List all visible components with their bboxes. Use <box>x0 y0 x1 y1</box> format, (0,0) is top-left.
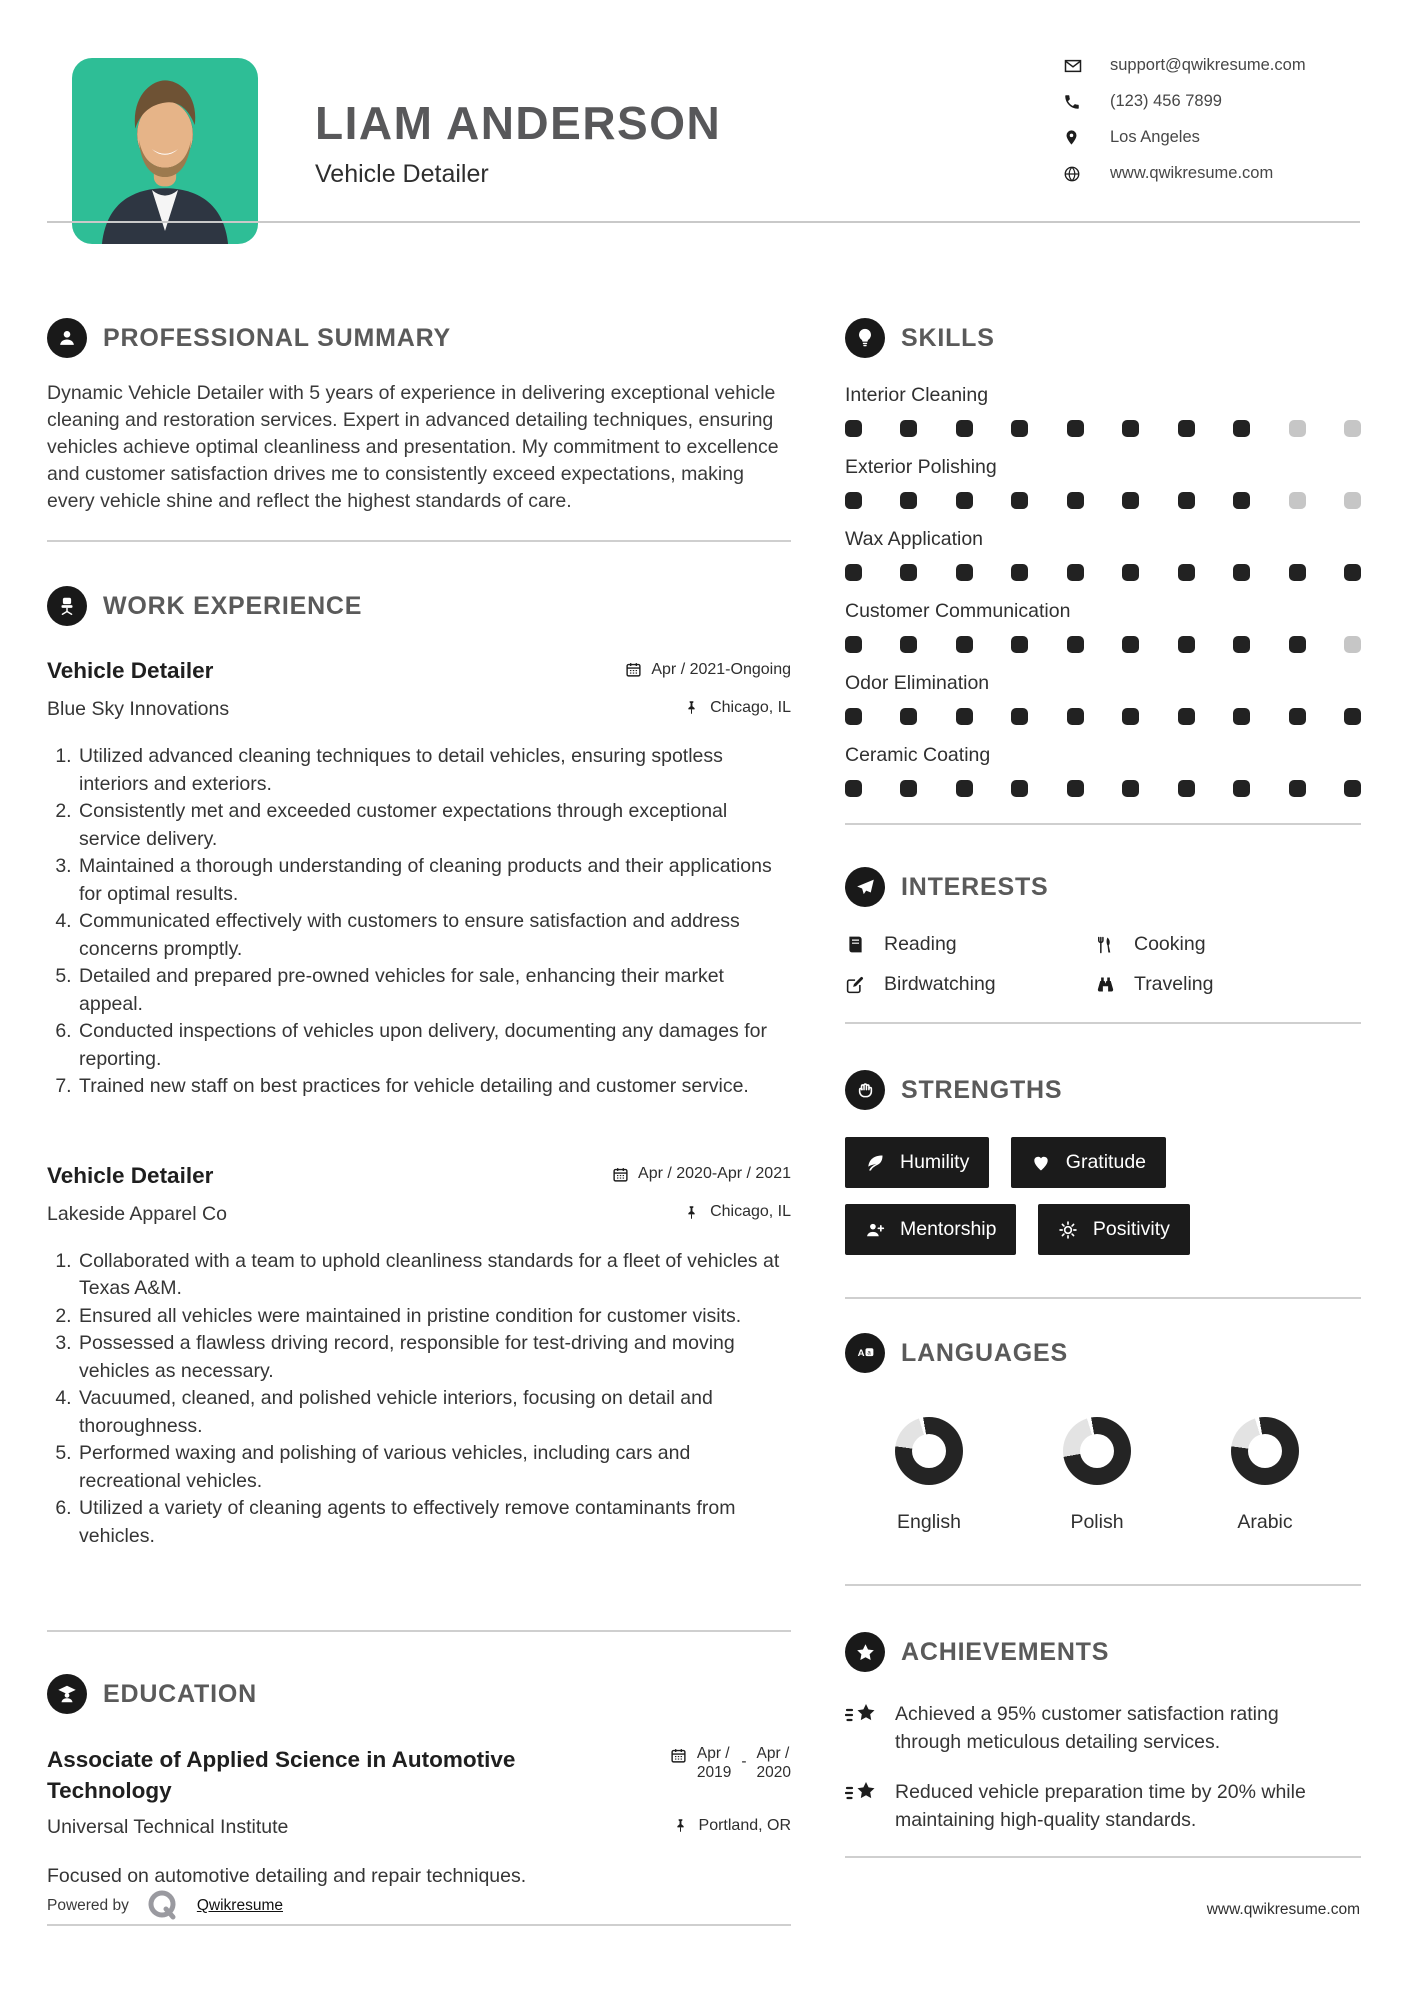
rating-dot-filled <box>900 420 917 437</box>
skills-heading: SKILLS <box>901 323 995 352</box>
job-bullet: 6. Conducted inspections of vehicles upon delivery, documenting any damages for reporting. <box>77 1018 791 1073</box>
powered-by-label: Powered by <box>47 1897 129 1914</box>
rating-dot-filled <box>845 708 862 725</box>
rating-dot-filled <box>1178 780 1195 797</box>
location-icon <box>1063 128 1083 148</box>
rating-dot-filled <box>845 780 862 797</box>
rating-dot-filled <box>1289 780 1306 797</box>
contact-location: Los Angeles <box>1110 128 1200 146</box>
job-date: Apr / 2021-Ongoing <box>651 660 791 678</box>
job-bullet: 1. Utilized advanced cleaning techniques to detail vehicles, ensuring spotless interiors and exteriors. <box>77 743 791 798</box>
rating-dot-filled <box>1178 708 1195 725</box>
rating-dot-empty <box>1289 420 1306 437</box>
language-label: Arabic <box>1237 1511 1293 1533</box>
email-icon <box>1063 56 1083 76</box>
job-bullet: 3. Possessed a flawless driving record, responsible for test-driving and moving vehicles as necessary. <box>77 1330 791 1385</box>
skill-rating-dots <box>845 492 1361 509</box>
section-divider <box>47 540 791 542</box>
rating-dot-filled <box>956 780 973 797</box>
footer-site-url: www.qwikresume.com <box>1206 1901 1360 1918</box>
skills-list <box>845 384 1361 797</box>
pen-note-icon <box>845 974 867 996</box>
person-name: LIAM ANDERSON <box>315 97 722 149</box>
skill-label: Odor Elimination <box>845 672 990 694</box>
rating-dot-filled <box>1344 564 1361 581</box>
rating-dot-filled <box>1011 564 1028 581</box>
job-entry <box>47 1163 791 1551</box>
pushpin-icon <box>673 1817 690 1834</box>
education-date: Apr / 2019 - Apr / 2020 <box>670 1744 791 1806</box>
work-heading: WORK EXPERIENCE <box>103 591 363 620</box>
rating-dot-filled <box>900 780 917 797</box>
svg-text:A: A <box>857 1347 865 1359</box>
job-bullet: 7. Trained new staff on best practices for vehicle detailing and customer service. <box>77 1073 791 1101</box>
rating-dot-filled <box>1067 564 1084 581</box>
rating-dot-filled <box>1122 564 1139 581</box>
rating-dot-filled <box>900 564 917 581</box>
interests-section-header <box>845 867 1361 907</box>
rating-dot-filled <box>1067 420 1084 437</box>
strength-tag <box>1011 1137 1166 1188</box>
job-bullet: 3. Maintained a thorough understanding of cleaning products and their applications for optimal results. <box>77 853 791 908</box>
job-bullet: 2. Ensured all vehicles were maintained in pristine condition for customer visits. <box>77 1303 791 1331</box>
rating-dot-filled <box>1233 492 1250 509</box>
language-donut-chart <box>1231 1417 1299 1485</box>
language-item <box>869 1417 989 1534</box>
rating-dot-filled <box>1011 708 1028 725</box>
leaf-icon <box>865 1152 886 1173</box>
achievement-item <box>845 1778 1361 1834</box>
interest-label: Birdwatching <box>884 973 996 995</box>
languages-list <box>845 1417 1361 1534</box>
lightbulb-icon <box>845 318 885 358</box>
languages-section-header <box>845 1333 1361 1373</box>
graduate-icon <box>47 1674 87 1714</box>
rating-dot-empty <box>1344 420 1361 437</box>
skill-label: Interior Cleaning <box>845 384 989 406</box>
interest-item <box>1095 933 1361 956</box>
rating-dot-filled <box>1122 780 1139 797</box>
skill-row <box>845 528 1361 581</box>
achievements-heading: ACHIEVEMENTS <box>901 1637 1110 1666</box>
skill-label: Ceramic Coating <box>845 744 991 766</box>
rating-dot-filled <box>1178 636 1195 653</box>
interest-label: Cooking <box>1134 933 1206 955</box>
globe-icon <box>1063 164 1083 184</box>
skill-row <box>845 672 1361 725</box>
interest-item <box>845 933 1095 956</box>
strength-tag <box>845 1204 1016 1255</box>
rating-dot-filled <box>1122 420 1139 437</box>
strength-label: Humility <box>900 1151 970 1173</box>
rating-dot-filled <box>956 492 973 509</box>
user-plus-icon <box>865 1219 886 1240</box>
calendar-icon <box>625 661 642 678</box>
sun-icon <box>1058 1219 1079 1240</box>
rating-dot-filled <box>1233 708 1250 725</box>
education-note: Focused on automotive detailing and repair techniques. <box>47 1865 527 1887</box>
rating-dot-filled <box>1344 708 1361 725</box>
rating-dot-filled <box>1011 780 1028 797</box>
language-item <box>1205 1417 1325 1534</box>
strength-label: Mentorship <box>900 1218 997 1240</box>
languages-heading: LANGUAGES <box>901 1338 1068 1367</box>
strength-label: Positivity <box>1092 1218 1170 1240</box>
job-bullet: 1. Collaborated with a team to uphold cleanliness standards for a fleet of vehicles at Texas A&M. <box>77 1248 791 1303</box>
rating-dot-filled <box>956 564 973 581</box>
strength-label: Gratitude <box>1065 1151 1147 1173</box>
rating-dot-filled <box>845 492 862 509</box>
section-divider <box>47 1630 791 1632</box>
section-divider <box>845 1022 1361 1024</box>
job-date: Apr / 2020-Apr / 2021 <box>638 1165 791 1182</box>
skill-rating-dots <box>845 564 1361 581</box>
contact-email[interactable]: support@qwikresume.com <box>1110 56 1306 74</box>
rating-dot-filled <box>1289 708 1306 725</box>
achievement-text: Reduced vehicle preparation time by 20% while maintaining high-quality standards. <box>895 1781 1306 1831</box>
binoculars-icon <box>1095 974 1117 996</box>
job-bullet-list <box>47 743 791 1101</box>
skill-rating-dots <box>845 708 1361 725</box>
interests-grid <box>845 933 1361 996</box>
language-label: Polish <box>1070 1511 1124 1533</box>
portrait-illustration <box>72 58 258 244</box>
rating-dot-filled <box>1178 564 1195 581</box>
strength-tags <box>845 1137 1361 1271</box>
rating-dot-filled <box>1344 780 1361 797</box>
rating-dot-filled <box>1122 636 1139 653</box>
strength-tag <box>845 1137 989 1188</box>
interest-item <box>1095 973 1361 996</box>
skill-row <box>845 456 1361 509</box>
skill-rating-dots <box>845 780 1361 797</box>
contact-phone-row <box>1063 91 1306 112</box>
section-divider <box>845 1297 1361 1299</box>
person-title: Vehicle Detailer <box>315 160 489 188</box>
rating-dot-filled <box>845 564 862 581</box>
pushpin-icon <box>684 699 701 716</box>
rating-dot-filled <box>956 708 973 725</box>
office-chair-icon <box>47 586 87 626</box>
pushpin-icon <box>684 1204 701 1221</box>
footer-branding <box>47 1888 283 1924</box>
left-column <box>47 318 791 1926</box>
language-donut-chart <box>895 1417 963 1485</box>
job-bullet: 2. Consistently met and exceeded customer expectations through exceptional service delivery. <box>77 798 791 853</box>
translate-icon <box>845 1333 885 1373</box>
language-donut-chart <box>1063 1417 1131 1485</box>
rating-dot-filled <box>1067 636 1084 653</box>
summary-heading: PROFESSIONAL SUMMARY <box>103 323 451 352</box>
rating-dot-filled <box>1178 420 1195 437</box>
qwikresume-logo-icon <box>145 1888 181 1924</box>
education-section-header <box>47 1674 791 1714</box>
section-divider <box>845 1856 1361 1858</box>
right-column <box>845 318 1361 1858</box>
education-location: Portland, OR <box>698 1816 791 1834</box>
skills-section-header <box>845 318 1361 358</box>
contact-website[interactable]: www.qwikresume.com <box>1110 164 1274 182</box>
strength-tag <box>1038 1204 1190 1255</box>
job-bullet: 5. Performed waxing and polishing of various vehicles, including cars and recreational vehicles. <box>77 1440 791 1495</box>
shooting-star-icon <box>845 1780 879 1810</box>
rating-dot-filled <box>956 420 973 437</box>
contact-email-row <box>1063 55 1306 76</box>
job-company: Blue Sky Innovations <box>47 698 230 720</box>
interest-label: Reading <box>884 933 957 955</box>
skill-label: Wax Application <box>845 528 984 550</box>
job-location: Chicago, IL <box>710 1203 791 1220</box>
rating-dot-filled <box>900 708 917 725</box>
achievement-text: Achieved a 95% customer satisfaction rating through meticulous detailing services. <box>895 1703 1279 1753</box>
rating-dot-filled <box>1178 492 1195 509</box>
skill-rating-dots <box>845 420 1361 437</box>
rating-dot-filled <box>1122 708 1139 725</box>
strengths-heading: STRENGTHS <box>901 1075 1063 1104</box>
shooting-star-icon <box>845 1702 879 1732</box>
job-title: Vehicle Detailer <box>47 1162 214 1188</box>
interests-heading: INTERESTS <box>901 872 1049 901</box>
profile-photo <box>72 58 258 244</box>
contact-phone[interactable]: (123) 456 7899 <box>1110 92 1222 110</box>
rating-dot-filled <box>1233 780 1250 797</box>
calendar-icon <box>670 1747 687 1764</box>
strengths-section-header <box>845 1070 1361 1110</box>
job-bullet-list <box>47 1248 791 1551</box>
rating-dot-filled <box>1067 708 1084 725</box>
section-divider <box>845 823 1361 825</box>
summary-text: Dynamic Vehicle Detailer with 5 years of experience in delivering exceptional vehicle cleaning and restoration services. Expert in advanced detailing techniques, ensuring vehicles achieve optimal cleanliness and presentation. My commitment to excellence and customer satisfaction drives me to consistently exceed expectations, making every vehicle shine and reflect the highest standards of care. <box>47 382 779 512</box>
job-bullet: 4. Vacuumed, cleaned, and polished vehicle interiors, focusing on detail and thoroughness. <box>77 1385 791 1440</box>
svg-text:a: a <box>866 1349 871 1357</box>
skill-row <box>845 744 1361 797</box>
job-bullet: 5. Detailed and prepared pre-owned vehicles for sale, enhancing their market appeal. <box>77 963 791 1018</box>
rating-dot-filled <box>1011 636 1028 653</box>
achievements-list <box>845 1700 1361 1834</box>
rating-dot-filled <box>1289 636 1306 653</box>
rating-dot-filled <box>1067 492 1084 509</box>
rating-dot-filled <box>900 636 917 653</box>
work-section-header <box>47 586 791 626</box>
rating-dot-filled <box>956 636 973 653</box>
rating-dot-filled <box>845 636 862 653</box>
rating-dot-empty <box>1289 492 1306 509</box>
job-title: Vehicle Detailer <box>47 658 214 683</box>
achievements-section-header <box>845 1632 1361 1672</box>
rating-dot-filled <box>900 492 917 509</box>
skill-rating-dots <box>845 636 1361 653</box>
job-entry <box>47 658 791 1101</box>
fist-icon <box>845 1070 885 1110</box>
book-icon <box>845 934 867 956</box>
skill-label: Customer Communication <box>845 600 1071 622</box>
rating-dot-filled <box>1067 780 1084 797</box>
skill-label: Exterior Polishing <box>845 456 997 478</box>
interest-label: Traveling <box>1134 973 1214 995</box>
contact-block <box>1063 55 1306 199</box>
school-name: Universal Technical Institute <box>47 1816 289 1838</box>
section-divider <box>845 1584 1361 1586</box>
cutlery-icon <box>1095 934 1117 956</box>
header-divider <box>47 221 1360 223</box>
rating-dot-filled <box>1011 492 1028 509</box>
contact-website-row <box>1063 163 1306 184</box>
degree-title: Associate of Applied Science in Automotive Technology <box>47 1747 516 1803</box>
skill-row <box>845 384 1361 437</box>
person-icon <box>47 318 87 358</box>
language-item <box>1037 1417 1157 1534</box>
rating-dot-filled <box>1122 492 1139 509</box>
qwikresume-link[interactable]: Qwikresume <box>196 1897 283 1914</box>
skill-row <box>845 600 1361 653</box>
phone-icon <box>1063 92 1083 112</box>
achievement-item <box>845 1700 1361 1756</box>
contact-location-row <box>1063 127 1306 148</box>
paper-plane-icon <box>845 867 885 907</box>
star-icon <box>845 1632 885 1672</box>
rating-dot-filled <box>1233 420 1250 437</box>
rating-dot-empty <box>1344 492 1361 509</box>
interest-item <box>845 973 1095 996</box>
education-heading: EDUCATION <box>103 1679 257 1708</box>
job-location: Chicago, IL <box>710 698 791 716</box>
job-bullet: 6. Utilized a variety of cleaning agents to effectively remove contaminants from vehicles. <box>77 1495 791 1550</box>
rating-dot-filled <box>1233 636 1250 653</box>
rating-dot-empty <box>1344 636 1361 653</box>
calendar-icon <box>612 1166 629 1183</box>
job-company: Lakeside Apparel Co <box>47 1202 227 1225</box>
rating-dot-filled <box>1011 420 1028 437</box>
language-label: English <box>897 1511 961 1533</box>
rating-dot-filled <box>1233 564 1250 581</box>
rating-dot-filled <box>1289 564 1306 581</box>
section-divider <box>47 1924 791 1926</box>
rating-dot-filled <box>845 420 862 437</box>
summary-section-header <box>47 318 791 358</box>
heart-icon <box>1031 1152 1052 1173</box>
job-bullet: 4. Communicated effectively with customers to ensure satisfaction and address concerns promptly. <box>77 908 791 963</box>
